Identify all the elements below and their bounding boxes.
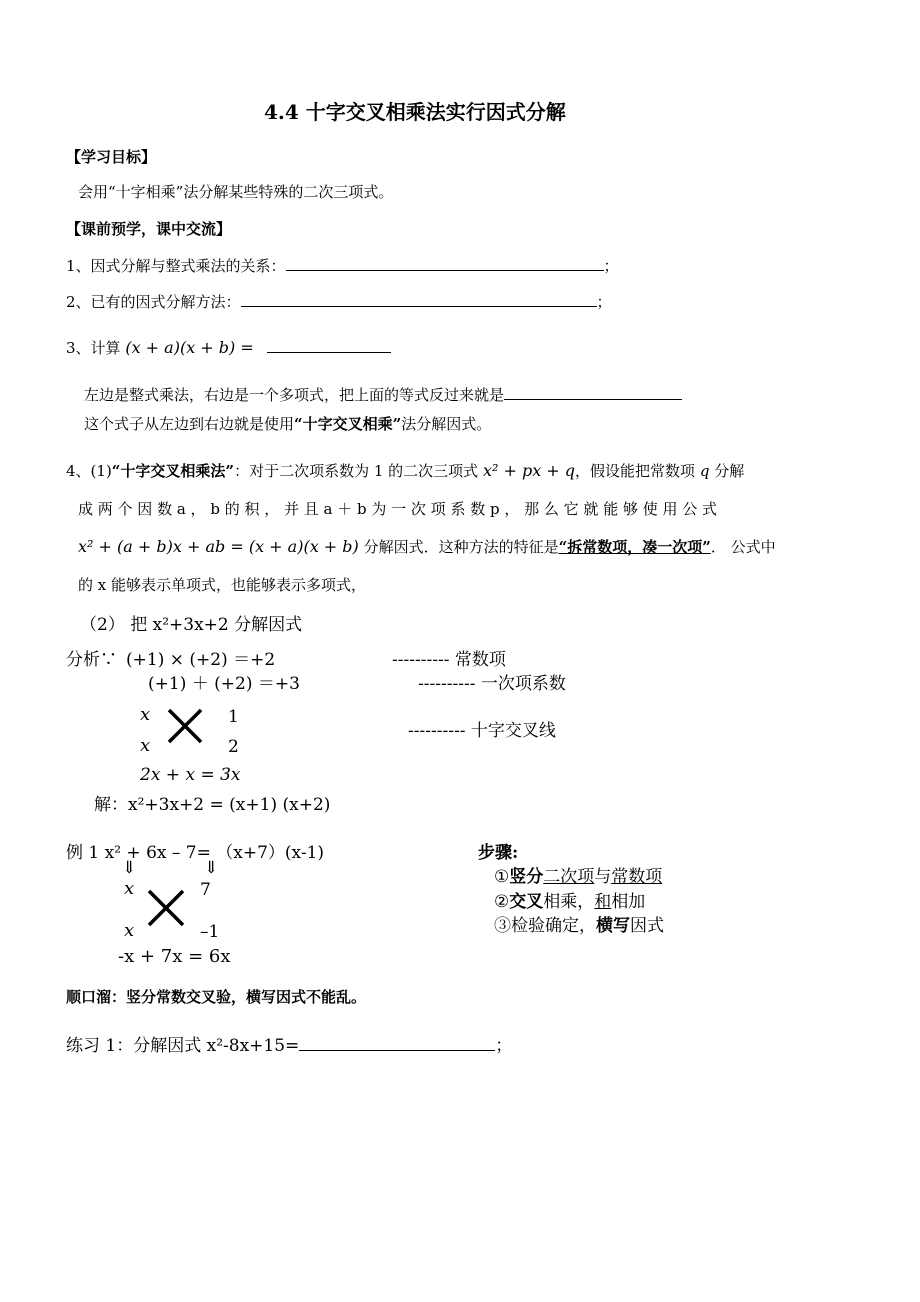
step-2-sum: 和 (594, 892, 612, 912)
question-1-suffix: ； (603, 257, 619, 275)
cross2-left-top: x (124, 878, 135, 899)
exercise-1-suffix: ； (495, 1036, 513, 1056)
analysis-line2: (+1) ＋ (+2) ＝+3 (148, 674, 300, 694)
answer-blank-3[interactable] (267, 351, 391, 353)
q4-line3 (78, 536, 776, 557)
cross-multiply-icon (146, 888, 186, 928)
q4-line1 (66, 460, 744, 481)
q4-text-e: 分解 (714, 462, 745, 480)
q4-line4: 的 x 能够表示单项式，也能够表示多项式， (78, 576, 366, 594)
section-preview-heading: 【课前预学，课中交流】 (66, 220, 232, 238)
q3-note-line1 (84, 384, 682, 405)
step-1-quadratic: 二次项 (543, 867, 595, 887)
cross-multiply-icon (166, 707, 204, 745)
analysis-note1: ---------- 常数项 (392, 650, 506, 670)
answer-blank-exercise-1[interactable] (299, 1049, 495, 1051)
step-2 (494, 887, 645, 912)
rhyme: 顺口溜：竖分常数交叉验，横写因式不能乱。 (66, 988, 367, 1006)
analysis-note2: ---------- 一次项系数 (418, 674, 566, 694)
step-3-bold: 横写 (596, 916, 630, 936)
question-2 (66, 291, 612, 312)
part2-solution: 解：x²+3x+2 = (x+1) (x+2) (94, 795, 331, 815)
step-2-text-e: 相加 (611, 892, 646, 912)
answer-blank-1[interactable] (286, 269, 604, 271)
question-2-suffix: ； (596, 293, 612, 311)
cross1-left-top: x (140, 704, 151, 725)
q4-text-3a: 分解因式．这种方法的特征是 (363, 538, 559, 556)
down-arrow-icon: ⇓ (122, 858, 137, 878)
page-title: 4.4 十字交叉相乘法实行因式分解 (264, 100, 566, 124)
q3-note-text-a: 这个式子从左边到右边就是使用 (84, 415, 295, 433)
analysis-line1: (+1) × (+2) ＝+2 (126, 650, 276, 670)
question-1 (66, 255, 619, 276)
cross2-left-bottom: x (124, 920, 135, 941)
q4-text-c: ：对于二次项系数为 1 的二次三项式 (234, 462, 479, 480)
step-1-num: ① (494, 867, 510, 887)
q4-line2: 成 两 个 因 数 a ， b 的 积 ， 并 且 a ＋ b 为 一 次 项 系 数 p ， 那 么 它 就 能 够 使 用 公 式 (78, 500, 718, 518)
cross1-check: 2x + x = 3x (140, 765, 241, 785)
q3-note-text: 左边是整式乘法，右边是一个多项式，把上面的等式反过来就是 (84, 386, 505, 404)
cross1-right-bottom: 2 (228, 737, 239, 757)
section-goal-heading: 【学习目标】 (66, 148, 157, 166)
step-1-constant: 常数项 (611, 867, 663, 887)
q4-number: 4、(1) (66, 462, 112, 480)
cross-line-note: ---------- 十字交叉线 (408, 721, 556, 741)
answer-blank-4[interactable] (504, 398, 682, 400)
q4-text-d: ，假设能把常数项 (575, 462, 696, 480)
q3-note-bold: “十字交叉相乘” (294, 415, 402, 433)
cross1-right-top: 1 (228, 707, 239, 727)
goal-text: 会用“十字相乘”法分解某些特殊的二次三项式。 (78, 183, 394, 201)
cross2-check: -x + 7x = 6x (118, 946, 231, 967)
question-2-text: 2、已有的因式分解方法： (66, 293, 241, 311)
question-3-text: 3、计算 (66, 339, 121, 357)
question-3-expression: (x + a)(x + b) = (125, 338, 254, 357)
analysis-label: 分析∵ (66, 650, 117, 670)
step-1-bold: 竖分 (509, 867, 544, 887)
question-1-text: 1、因式分解与整式乘法的关系： (66, 257, 286, 275)
exercise-1-text: 练习 1：分解因式 x²-8x+15= (66, 1036, 300, 1056)
down-arrow-icon: ⇓ (204, 858, 219, 878)
cross2-right-top: 7 (200, 880, 211, 900)
cross2-right-bottom: –1 (200, 922, 220, 942)
q4-feature: “拆常数项，凑一次项” (558, 538, 711, 556)
example1-heading: 例 1 x² + 6x – 7= （x+7）(x-1) (66, 843, 325, 863)
q4-trinomial: x² + px + q (482, 461, 576, 480)
q3-note-text-c: 法分解因式。 (401, 415, 492, 433)
step-1 (494, 862, 662, 887)
q4-text-3c: ． 公式中 (710, 538, 776, 556)
step-3 (494, 911, 664, 936)
question-3 (66, 337, 391, 358)
cross1-left-bottom: x (140, 735, 151, 756)
step-1-and: 与 (594, 867, 612, 887)
q4-method-name: “十字交叉相乘法” (111, 462, 235, 480)
steps-heading: 步骤: (478, 843, 519, 863)
step-2-text: 相乘， (543, 892, 595, 912)
step-3-text: ③检验确定， (494, 916, 596, 936)
q4-formula: x² + (a + b)x + ab = (x + a)(x + b) (78, 537, 359, 556)
exercise-1 (66, 1031, 512, 1056)
step-3-text-c: 因式 (630, 916, 664, 936)
step-2-bold: 交叉 (509, 892, 544, 912)
step-2-num: ② (494, 892, 510, 912)
q4-q: q (699, 462, 710, 480)
answer-blank-2[interactable] (241, 305, 597, 307)
q3-note-line2 (84, 413, 491, 434)
part2-heading: （2） 把 x²+3x+2 分解因式 (80, 615, 303, 635)
